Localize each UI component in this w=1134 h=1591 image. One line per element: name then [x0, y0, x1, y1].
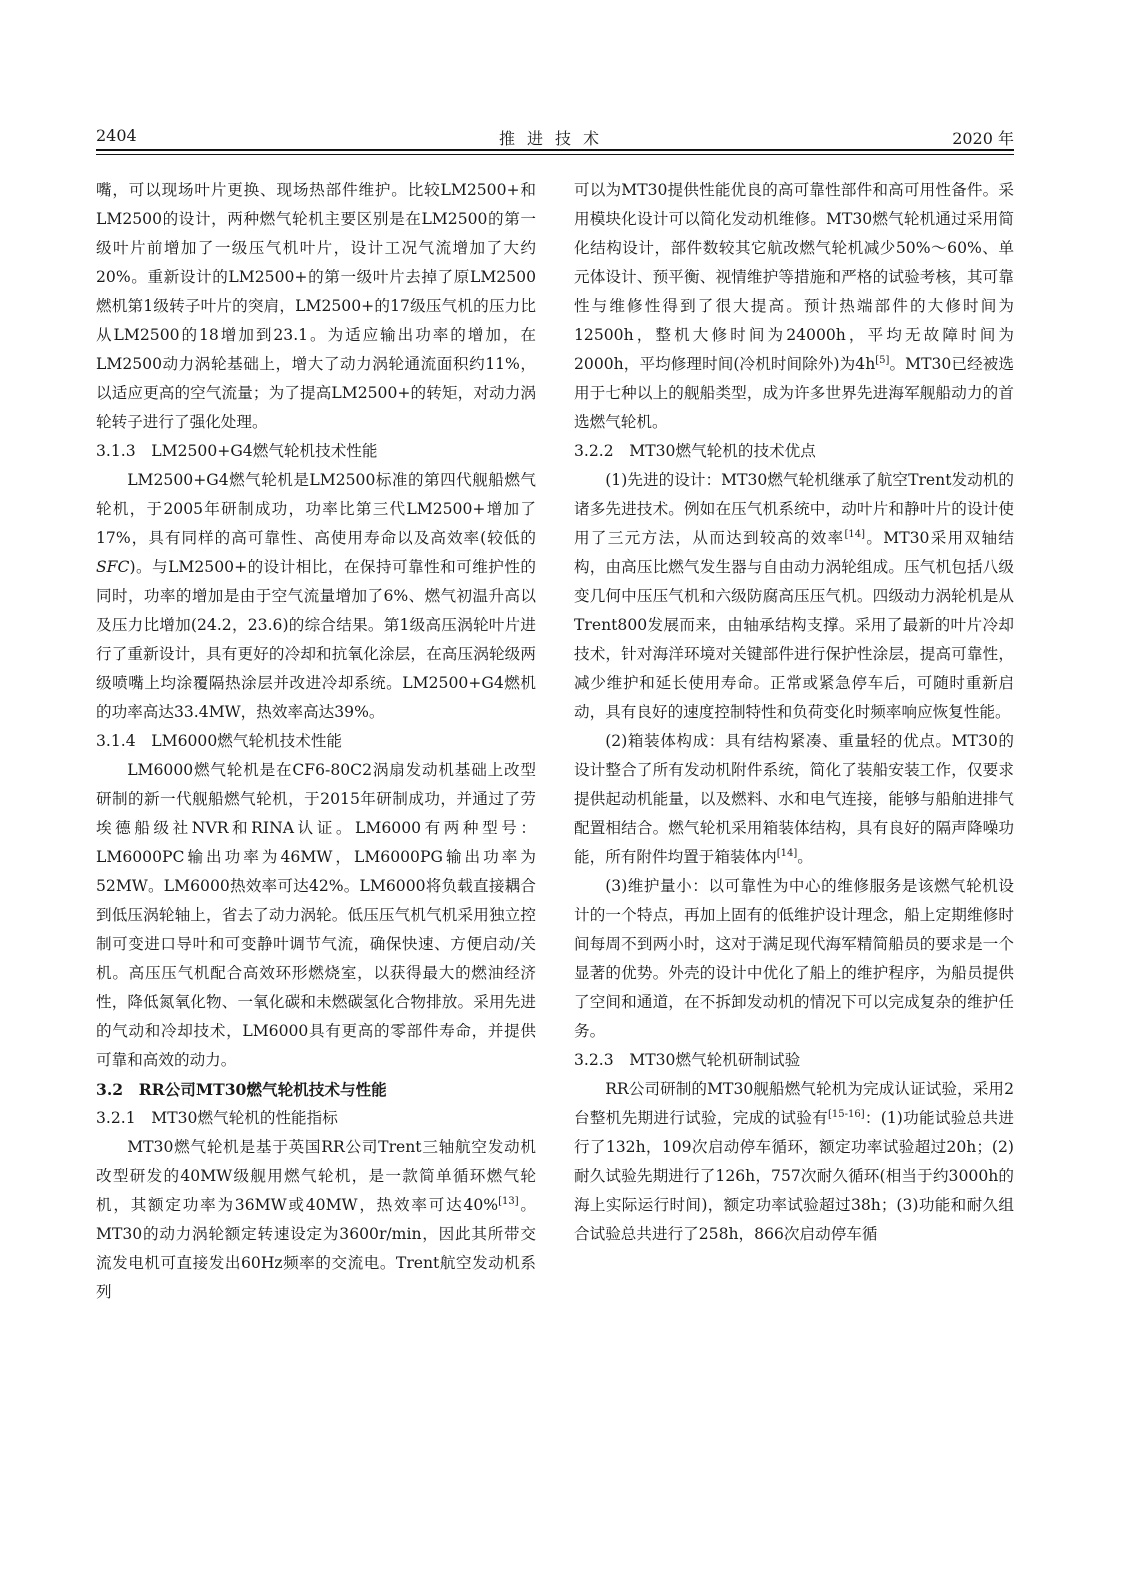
citation-ref: [15-16]	[827, 1109, 865, 1120]
paragraph-mt30-testing	[574, 1075, 1014, 1249]
citation-ref: [14]	[776, 848, 798, 859]
text-run: (1)先进的设计：MT30燃气轮机继承了航空Trent发动机的诸多先进技术。例如在压气机系统中，动叶片和静叶片的设计使用了三元方法，从而达到较高的效率	[574, 471, 1014, 547]
text-run: (2)箱装体构成：具有结构紧凑、重量轻的优点。MT30的设计整合了所有发动机附件系统，简化了装船安装工作，仅要求提供起动机能量，以及燃料、水和电气连接，能够与船舶进排气配置相结合。燃气轮机采用箱装体结构，具有良好的隔声降噪功能，所有附件均置于箱装体内	[574, 732, 1014, 866]
paragraph-lm2500g4	[96, 466, 536, 727]
citation-ref: [14]	[844, 529, 866, 540]
publication-year: 2020 年	[952, 129, 1014, 148]
right-column	[574, 176, 1014, 1249]
paragraph-lm6000: LM6000燃气轮机是在CF6-80C2涡扇发动机基础上改型研制的新一代舰船燃气轮机，于2015年研制成功，并通过了劳埃德船级社NVR和RINA认证。LM6000有两种型号：LM6000PC输出功率为46MW，LM6000PG输出功率为52MW。LM6000热效率可达42%。LM6000将负载直接耦合到低压涡轮轴上，省去了动力涡轮。低压压气机气机采用独立控制可变进口导叶和可变静叶调节气流，确保快速、方便启动/关机。高压压气机配合高效环形燃烧室，以获得最大的燃油经济性，降低氮氧化物、一氧化碳和未燃碳氢化合物排放。采用先进的气动和冷却技术，LM6000具有更高的零部件寿命，并提供可靠和高效的动力。	[96, 761, 536, 1069]
text-run: LM2500+G4燃气轮机是LM2500标准的第四代舰船燃气轮机，于2005年研制成功，功率比第三代LM2500+增加了17%，具有同样的高可靠性、高使用寿命以及高效率(较低的	[96, 471, 536, 547]
paragraph-mt30-performance	[96, 1133, 536, 1307]
text-run: 。MT30的动力涡轮额定转速设定为3600r/min，因此其所带交流发电机可直接发出60Hz频率的交流电。Trent航空发动机系列	[96, 1196, 536, 1301]
header-rule-thin	[96, 154, 1014, 155]
left-column	[96, 176, 536, 1307]
text-run: 。	[797, 848, 813, 866]
section-heading-3-1-4: 3.1.4 LM6000燃气轮机技术性能	[96, 732, 343, 750]
paragraph-enclosure	[574, 727, 1014, 872]
page-number: 2404	[96, 126, 137, 145]
text-run: RR公司研制的MT30舰船燃气轮机为完成认证试验，采用2台整机先期进行试验，完成的试验有	[574, 1080, 1014, 1127]
section-heading-3-2-3: 3.2.3 MT30燃气轮机研制试验	[574, 1051, 801, 1069]
citation-ref: [13]	[498, 1196, 519, 1207]
text-run: 。MT30已经被选用于七种以上的舰船类型，成为许多世界先进海军舰船动力的首选燃气轮机。	[574, 355, 1014, 431]
text-run: ：(1)功能试验总共进行了132h，109次启动停车循环，额定功率试验超过20h；(2)耐久试验先期进行了126h，757次耐久循环(相当于约3000h的海上实际运行时间)，额定功率试验超过38h；(3)功能和耐久组合试验总共进行了258h，866次启动停车循	[574, 1109, 1014, 1243]
paragraph-lm2500plus-design: 嘴，可以现场叶片更换、现场热部件维护。比较LM2500+和LM2500的设计，两种燃气轮机主要区别是在LM2500的第一级叶片前增加了一级压气机叶片，设计工况气流增加了大约20%。重新设计的LM2500+的第一级叶片去掉了原LM2500燃机第1级转子叶片的突肩，LM2500+的17级压气机的压力比从LM2500的18增加到23.1。为适应输出功率的增加，在LM2500动力涡轮基础上，增大了动力涡轮通流面积约11%，以适应更高的空气流量；为了提高LM2500+的转矩，对动力涡轮转子进行了强化处理。	[96, 181, 536, 431]
paragraph-low-maintenance: (3)维护量小：以可靠性为中心的维修服务是该燃气轮机设计的一个特点，再加上固有的低维护设计理念，船上定期维修时间每周不到两小时，这对于满足现代海军精简船员的要求是一个显著的优势。外壳的设计中优化了船上的维护程序，为船员提供了空间和通道，在不拆卸发动机的情况下可以完成复杂的维护任务。	[574, 877, 1014, 1040]
sfc-term: SFC	[96, 558, 130, 576]
text-run: )。与LM2500+的设计相比，在保持可靠性和可维护性的同时，功率的增加是由于空气流量增加了6%、燃气初温升高以及压力比增加(24.2，23.6)的综合结果。第1级高压涡轮叶片进行了重新设计，具有更好的冷却和抗氧化涂层，在高压涡轮级两级喷嘴上均涂覆隔热涂层并改进冷却系统。LM2500+G4燃机的功率高达33.4MW，热效率高达39%。	[96, 558, 536, 721]
running-header	[96, 120, 1014, 150]
section-heading-3-1-3: 3.1.3 LM2500+G4燃气轮机技术性能	[96, 442, 378, 460]
section-heading-3-2: 3.2 RR公司MT30燃气轮机技术与性能	[96, 1080, 387, 1099]
text-run: 可以为MT30提供性能优良的高可靠性部件和高可用性备件。采用模块化设计可以简化发动机维修。MT30燃气轮机通过采用简化结构设计，部件数较其它航改燃气轮机减少50%～60%、单元体设计、预平衡、视情维护等措施和严格的试验考核，其可靠性与维修性得到了很大提高。预计热端部件的大修时间为12500h，整机大修时间为24000h，平均无故障时间为2000h，平均修理时间(冷机时间除外)为4h	[574, 181, 1014, 373]
section-heading-3-2-2: 3.2.2 MT30燃气轮机的技术优点	[574, 442, 816, 460]
paragraph-mt30-reliability	[574, 176, 1014, 437]
text-run: MT30燃气轮机是基于英国RR公司Trent三轴航空发动机改型研发的40MW级舰用燃气轮机，是一款简单循环燃气轮机，其额定功率为36MW或40MW，热效率可达40%	[96, 1138, 536, 1214]
text-run: 。MT30采用双轴结构，由高压比燃气发生器与自由动力涡轮组成。压气机包括八级变几何中压压气机和六级防腐高压压气机。四级动力涡轮机是从Trent800发展而来，由轴承结构支撑。采用了最新的叶片冷却技术，针对海洋环境对关键部件进行保护性涂层，提高可靠性，减少维护和延长使用寿命。正常或紧急停车后，可随时重新启动，具有良好的速度控制特性和负荷变化时频率响应恢复性能。	[574, 529, 1014, 721]
citation-ref: [5]	[875, 355, 890, 366]
section-heading-3-2-1: 3.2.1 MT30燃气轮机的性能指标	[96, 1109, 338, 1127]
paragraph-advanced-design	[574, 466, 1014, 727]
header-rule-thick	[96, 149, 1014, 151]
journal-title: 推进技术	[498, 129, 611, 148]
